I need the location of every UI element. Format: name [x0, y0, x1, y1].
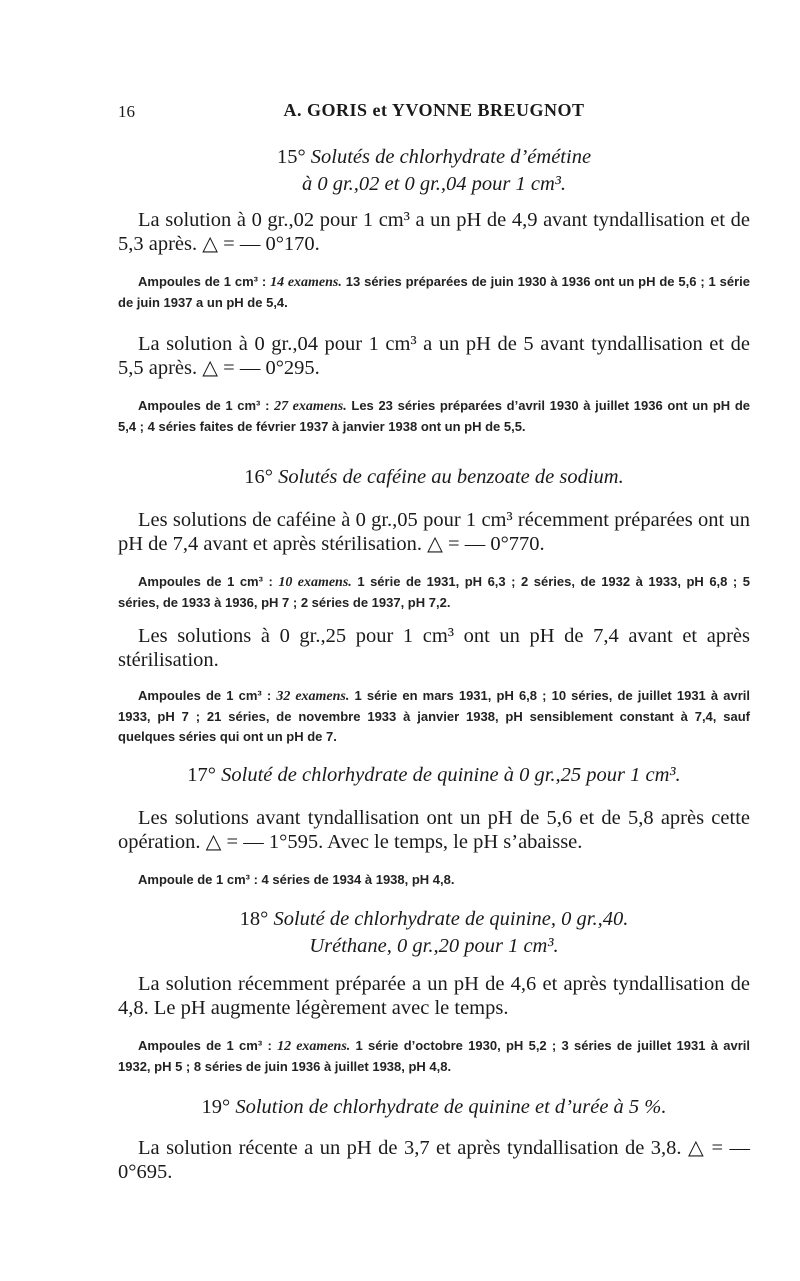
note-text: 1 série de 1931, pH 6,3 ; 2 séries, de 1932 à 1933, pH 6,8 ; 5 séries, de 1933 à 1936, pH 7 ; 2 séries de 1937, pH 7,2.: [118, 574, 750, 610]
paragraph: Les solutions avant tyndallisation ont un pH de 5,6 et de 5,8 après cette opération. △ = — 1°595. Avec le temps, le pH s’abaisse.: [118, 807, 750, 853]
heading-line: Uréthane, 0 gr.,20 pour 1 cm³.: [309, 935, 559, 957]
section-number: 15°: [276, 146, 306, 168]
page-number: 16: [118, 102, 135, 121]
section-18-heading: [118, 906, 750, 960]
note-exams: 32 examens.: [276, 689, 350, 704]
heading-line: à 0 gr.,02 et 0 gr.,04 pour 1 cm³.: [301, 173, 567, 195]
note-text: Les 23 séries préparées d’avril 1930 à juillet 1936 ont un pH de 5,4 ; 4 séries faites de février 1937 à janvier 1938 ont un pH de 5,5.: [118, 398, 750, 434]
section-number: 16°: [244, 466, 273, 488]
note-lead: Ampoules de 1 cm³ :: [138, 688, 277, 703]
paragraph: La solution récente a un pH de 3,7 et après tyndallisation de 3,8. △ = — 0°695.: [118, 1137, 750, 1183]
section-17-heading: [118, 762, 750, 789]
note-exams: 27 examens.: [274, 399, 347, 414]
section-16-heading: [118, 464, 750, 491]
section-number: 17°: [187, 764, 216, 786]
paragraph: La solution à 0 gr.,02 pour 1 cm³ a un pH de 4,9 avant tyndallisation et de 5,3 après. △ = — 0°170.: [118, 209, 750, 255]
note-exams: 14 examens.: [270, 275, 342, 290]
note-exams: 12 examens.: [277, 1039, 351, 1054]
note-lead: Ampoules de 1 cm³ :: [138, 574, 279, 589]
section-15-heading: [118, 144, 750, 198]
note-lead: Ampoules de 1 cm³ :: [138, 1038, 278, 1053]
section-number: 18°: [239, 908, 269, 930]
footnote: [118, 686, 750, 747]
section-number: 19°: [201, 1096, 231, 1118]
section-19-heading: [118, 1094, 750, 1121]
heading-line: Soluté de chlorhydrate de quinine à 0 gr.,25 pour 1 cm³.: [221, 764, 681, 786]
note-text: 13 séries préparées de juin 1930 à 1936 ont un pH de 5,6 ; 1 série de juin 1937 a un pH de 5,4.: [118, 274, 751, 310]
footnote: [118, 572, 750, 613]
note-text: 1 série d’octobre 1930, pH 5,2 ; 3 séries de juillet 1931 à avril 1932, pH 5 ; 8 séries de juin 1936 à juillet 1938, pH 4,8.: [118, 1038, 750, 1074]
heading-line: Soluté de chlorhydrate de quinine, 0 gr.,40.: [273, 908, 629, 930]
note-lead: Ampoules de 1 cm³ :: [138, 274, 271, 289]
running-head: A. GORIS et YVONNE BREUGNOT: [283, 100, 585, 120]
footnote: [118, 396, 750, 437]
paragraph: La solution à 0 gr.,04 pour 1 cm³ a un pH de 5 avant tyndallisation et de 5,5 après. △ = — 0°295.: [118, 333, 750, 379]
note-text: 1 série en mars 1931, pH 6,8 ; 10 séries, de juillet 1931 à avril 1933, pH 7 ; 21 séries, de novembre 1933 à janvier 1938, pH sensiblement constant à 7,4, sauf quelques séries qui ont un pH de 7.: [118, 688, 751, 744]
paragraph: La solution récemment préparée a un pH de 4,6 et après tyndallisation de 4,8. Le pH augmente légèrement avec le temps.: [118, 973, 750, 1019]
footnote: Ampoule de 1 cm³ : 4 séries de 1934 à 1938, pH 4,8.: [138, 872, 455, 887]
footnote: [118, 272, 750, 313]
note-lead: Ampoules de 1 cm³ :: [138, 398, 275, 413]
footnote: [118, 1036, 750, 1077]
paragraph: Les solutions de caféine à 0 gr.,05 pour 1 cm³ récemment préparées ont un pH de 7,4 avant et après stérilisation. △ = — 0°770.: [118, 509, 750, 555]
heading-line: Solutés de caféine au benzoate de sodium.: [278, 466, 624, 488]
paragraph: Les solutions à 0 gr.,25 pour 1 cm³ ont un pH de 7,4 avant et après stérilisation.: [118, 625, 750, 671]
note-exams: 10 examens.: [278, 575, 352, 590]
heading-line: Solutés de chlorhydrate d’émétine: [310, 146, 592, 168]
page-header: [118, 100, 750, 128]
heading-line: Solution de chlorhydrate de quinine et d’urée à 5 %.: [235, 1096, 667, 1118]
